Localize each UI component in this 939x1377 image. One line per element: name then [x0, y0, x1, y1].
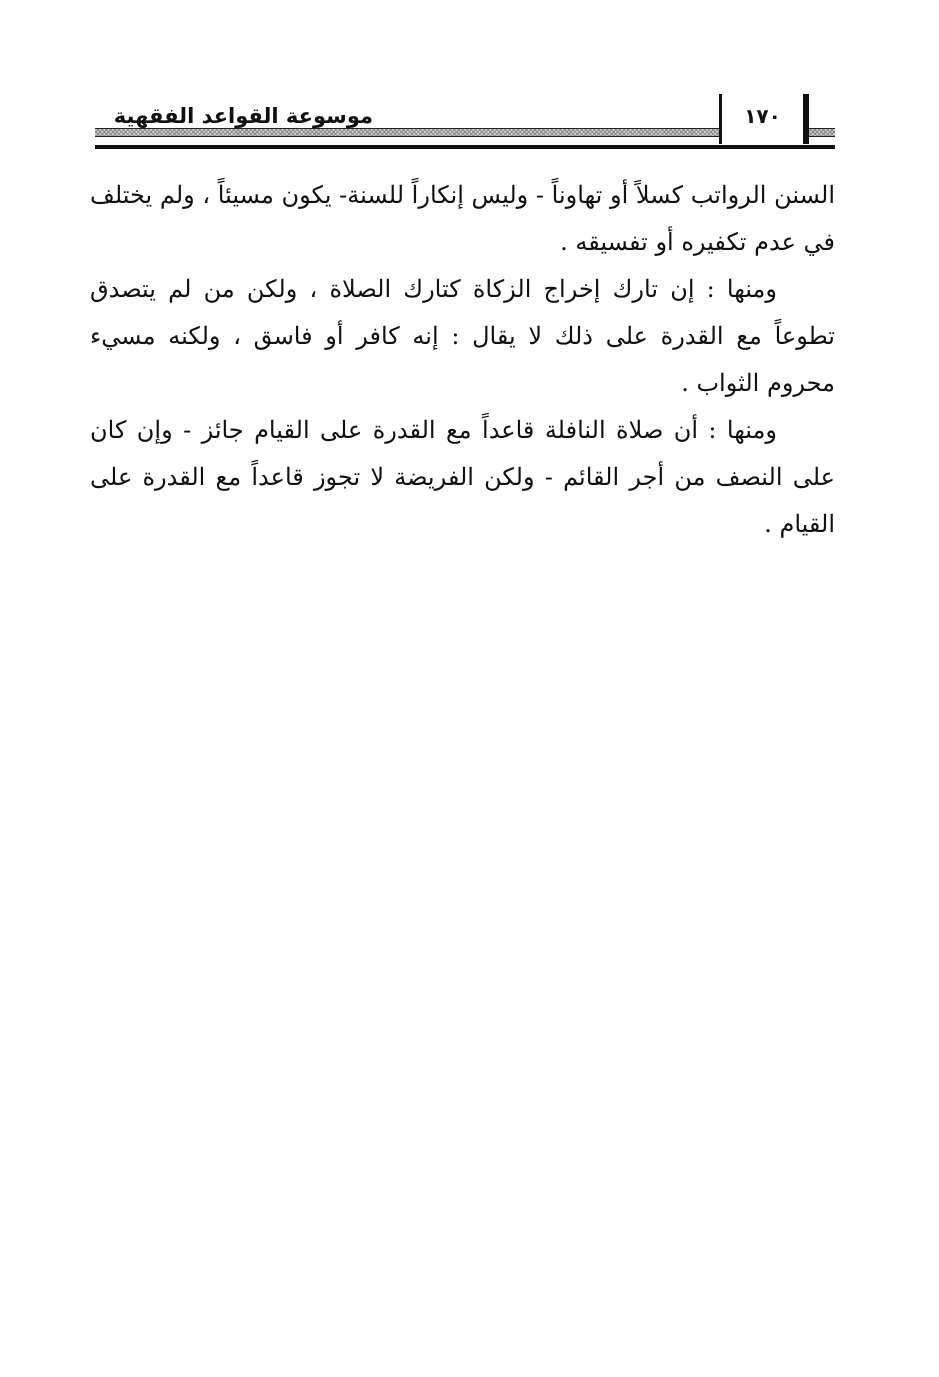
page-header [95, 92, 835, 154]
paragraph-zakat: ومنها : إن تارك إخراج الزكاة كتارك الصلاة ، ولكن من لم يتصدق تطوعاً مع القدرة على ذلك لا يقال : إنه كافر أو فاسق ، ولكنه مسيء محروم الثواب . [90, 275, 835, 397]
running-title: موسوعة القواعد الفقهية [113, 104, 373, 128]
page-number: ١٧٠ [744, 104, 781, 128]
header-rule [95, 145, 835, 149]
paragraph-continuation: السنن الرواتب كسلاً أو تهاوناً - وليس إنكاراً للسنة- يكون مسيئاً ، ولم يختلف في عدم تكفيره أو تفسيقه . [90, 181, 835, 256]
page-number-box [719, 94, 809, 144]
paragraph-nafila: ومنها : أن صلاة النافلة قاعداً مع القدرة على القيام جائز - وإن كان على النصف من أجر القائم - ولكن الفريضة لا تجوز قاعداً مع القدرة على القيام . [90, 416, 835, 538]
page-body [90, 172, 835, 548]
